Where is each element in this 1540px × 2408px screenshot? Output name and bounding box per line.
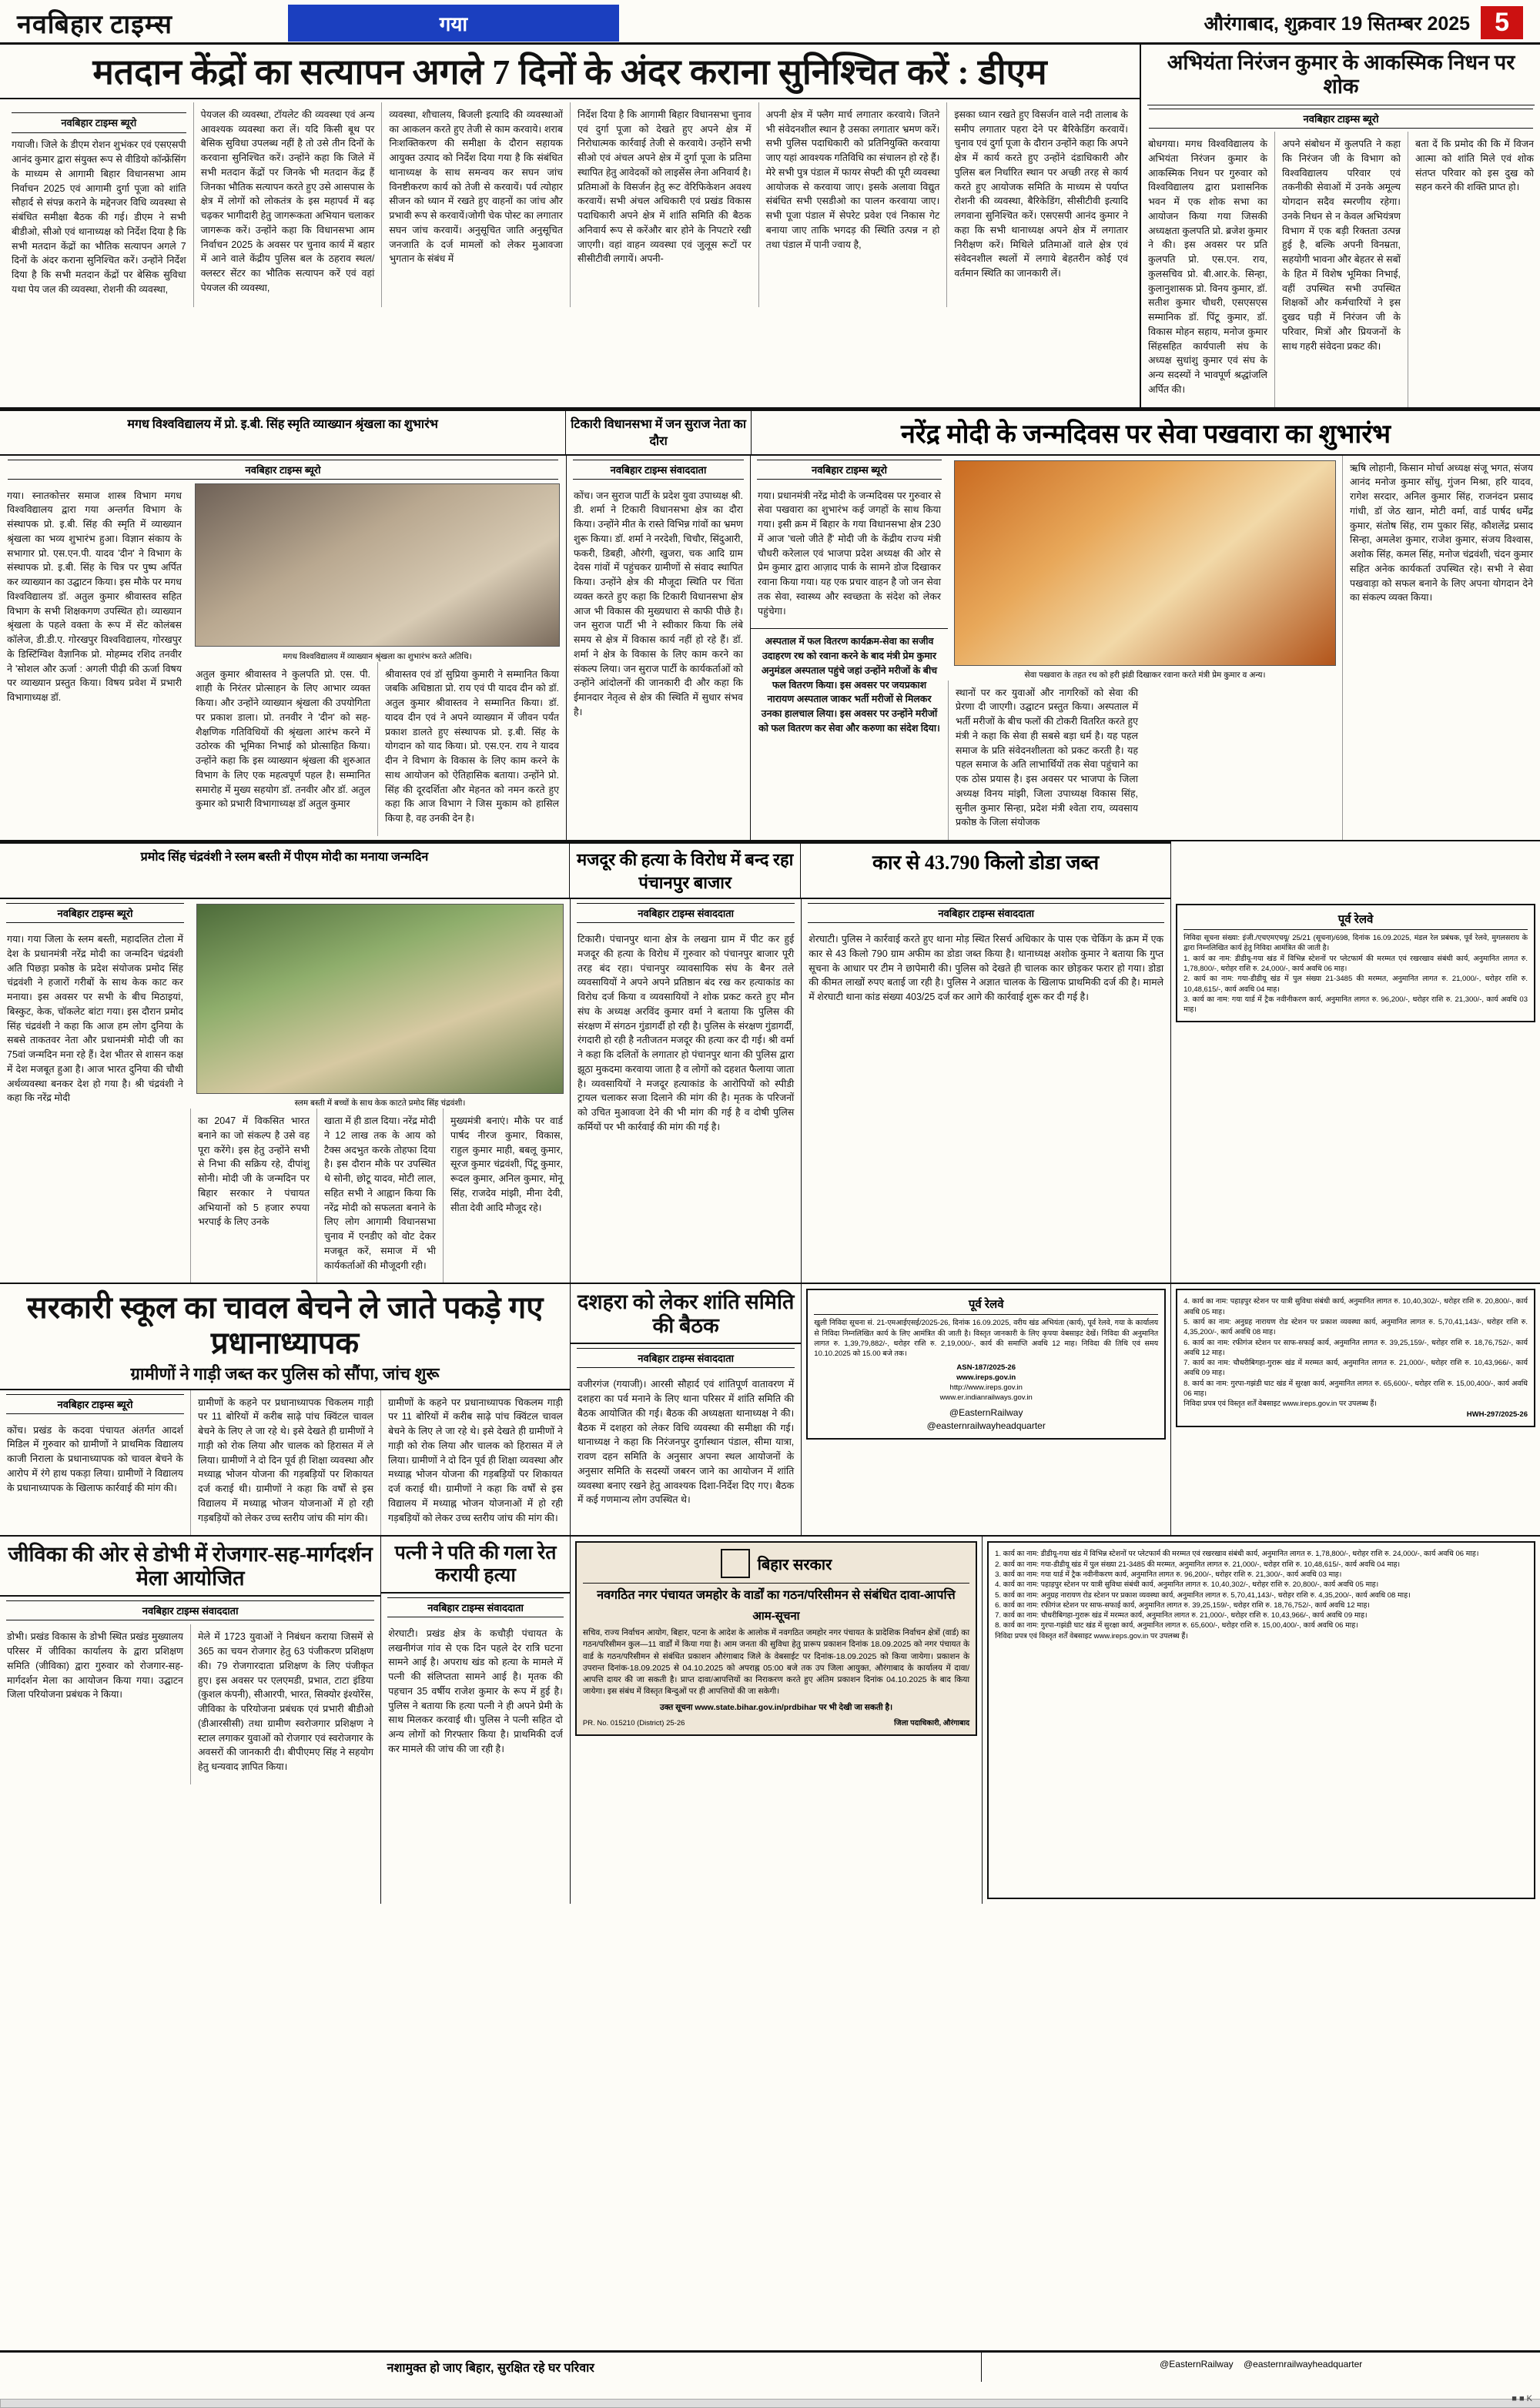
slum-byline: नवबिहार टाइम्स ब्यूरो [6,903,184,923]
tikari-headline: टिकारी विधानसभा में जन सुराज नेता का दौरा [565,409,751,456]
rly-left-url: http://www.ireps.gov.in [949,1383,1023,1393]
lead-col-6 [946,102,1135,307]
obituary-headline: अभियंता निरंजन कुमार के आकस्मिक निधन पर शोक [1167,51,1515,99]
rice-headline: सरकारी स्कूल का चावल बेचने ले जाते पकड़े गए प्रधानाध्यापक [26,1290,544,1361]
rice-col-2 [190,1390,380,1536]
lecture-byline: नवबिहार टाइम्स ब्यूरो [8,460,558,480]
rly-right-item: निविदा प्रपत्र एवं विस्तृत शर्तें वेबसाइट www.ireps.gov.in पर उपलब्ध हैं। [1183,1400,1378,1409]
lecture-col-1 [0,483,189,836]
lead-col-4 [570,102,758,307]
city-band: गया [288,5,619,42]
paragraph: अपनी क्षेत्र में फ्लैग मार्च लगातार करवाये। जितने भी संवेदनशील स्थान है उसका लगातार भ्रमण करें। सभी पुलिस पदाधिकारी को प्रतिनियुक्ति करवाया जाए यहां आवश्यक गतिविधि का संचालन हो रहे हैं। मेरे सभी पुत्र पंडाल में फायर सेफ्टी की पूरी व्यवस्था आयोजक से करवाया जाए। इसके अलावा विद्युत संबंधित सभी एसडीओ का पालन करवाया जाए।सभी पूजा पंडाल में सेपरेट प्रवेश एवं निकास गेट बनाया जाए ताकि भगदड़ की स्थिति उत्पन्न न हो तथा पंडाल में पानी ज्वाय है, [765,109,940,250]
murder-headline: पत्नी ने पति की गला रेत करायी हत्या [381,1537,570,1594]
paragraph: बता दें कि प्रमोद की कि में विजन आत्मा को शांति मिले एवं शोक संतप्त परिवार को इस दुख को सहन करने की शक्ति प्राप्त हो। [1415,139,1534,193]
bihar-govt-ad [570,1537,982,1904]
paragraph: इसका ध्यान रखते हुए विसर्जन वाले नदी तालाब के समीप लगातार पहरा देने पर बैरिकेडिंग करवायें। चुनाव एवं दुर्गा पूजा के दौरान उन्होंने कहा कि अपने क्षेत्र में कार्य करते हुए उन्होंने दंडाधिकारी और पुलिस बल निर्धारित स्थान पर अच्छी तरह से कार्य करते हुए आयोजक समिति के माध्यम से पर्याप्त रोशनी की व्यवस्था, बैरिकेडिंग, सीसीटीवी इत्यादि लगवाना सुनिश्चित करें। एसएसपी आनंद कुमार ने कहा कि सभी थानाध्यक्ष अपने क्षेत्र में लगातार निरीक्षण करें। मिथिले प्रतिमाओं वाले क्षेत्र एवं संवेदनशील स्थलों में लगाये बेहतरीन कोई एवं वर्तमान स्थिति का जानकारी लें। [954,109,1129,279]
rly-right-item: 4. कार्य का नाम: पहाड़पुर स्टेशन पर यात्री सुविधा संबंधी कार्य, अनुमानित लागत रु. 10,40,302/-, धरोहर राशि रु. 20,800/-, कार्य अवधि 05 माह। [995,1580,1379,1590]
bihar-ad-subtitle: आम-सूचना [752,1610,800,1624]
obit-col-2 [1274,132,1408,407]
second-row-heads [0,409,1540,456]
rly-right-item: 1. कार्य का नाम: डीडीयू-गया खंड में विभिन्न स्टेशनों पर प्लेटफार्म की मरम्मत एवं रखरखाव संबंधी कार्य, अनुमानित लागत रु. 1,78,800/-, धरोहर राशि रु. 24,000/-, कार्य अवधि 06 माह। [1183,954,1528,973]
slum-headline: प्रमोद सिंह चंद्रवंशी ने स्लम बस्ती में पीएम मोदी का मनाया जन्मदिन [0,841,569,899]
rly-left-ref: ASN-187/2025-26 [956,1363,1016,1372]
fifth-row [0,1535,1540,1904]
third-row-heads [0,841,1540,899]
lecture-photo [195,483,560,647]
paragraph: अपने संबोधन में कुलपति ने कहा कि निरंजन जी के विभाग को विश्वविद्यालय परिवार एवं तकनीकी सेवाओं में उनके अमूल्य योगदान सदैव स्मरणीय रहेगा। उनके निधन से न केवल अभियंत्रण विभाग में एक बड़ी रिक्तता उत्पन्न हुई है, बल्कि अपनी विनम्रता, सहयोगी भावना और बेहतर से सबों के हित में विशेष भूमिका निभाई, वहीं उपस्थित सभी उपस्थित शिक्षकों और कर्मचारियों ने इस दुखद घड़ी में निरंजन जी के परिवार, मित्रों और प्रियजनों के साथ गहरी संवेदना प्रकट की। [1282,139,1401,352]
paragraph: पेयजल की व्यवस्था, टॉयलेट की व्यवस्था एवं अन्य आवश्यक व्यवस्था करा लें। यदि किसी बूथ पर बेसिक सुविधा उपलब्ध नहीं है तो उसे तीन दिनों के करवाना सुनिश्चित करें। उन्होंने कहा कि जिले में सभी मतदान केंद्रों पर जिनके भी मतदान केंद्र हैं जिनका भौतिक सत्यापन करते हुए उसे आसपास के क्षेत्र में लोगों को लोकतंत्र के इस महापर्व में बढ़ चढ़कर भागीदारी हेतु जागरूकता अभियान चलाकर जागरूक करें। उन्होंने कहा कि विधानसभा आम निर्वाचन 2025 के अवसर पर चुनाव कार्य में बहार में आने वाले केंद्रीय पुलिस बल के ठहराव स्थल/ क्लस्टर सेंटर का भौतिक सत्यापन करें एवं वहां पेयजल की व्यवस्था, [200,109,375,293]
paragraph: निर्देश दिया है कि आगामी बिहार विधानसभा चुनाव एवं दुर्गा पूजा को देखते हुए अपने क्षेत्र में निरोधात्मक कार्रवाई तेजी से करवाये। उन्होंने सभी सीओ एवं अंचल अपने क्षेत्र में दुर्गा पूजा के प्रतिमा स्थापित हेतु आवेदकों को लाइसेंस लेना अनिवार्य है।प्रतिमाओं के विसर्जन हेतु रूट वेरिफिकेशन अवश्य करवायें। सभी अंचल अधिकारी एवं प्रखंड विकास पदाधिकारी अपने क्षेत्र में शांति समिति की बैठक अनिवार्य रूप से करेंऔर बार होने के निपटारे रखी जाएगी। वहां वाहन व्यवस्था एवं जुलूस रूटों पर सीसीटीवी लगायें। अपनी- [578,109,752,265]
page-number: 5 [1481,6,1523,39]
doda-byline: नवबिहार टाइम्स संवाददाता [808,903,1164,923]
lecture-col-3 [377,662,566,836]
tikari-body [567,483,750,730]
dussehra-headline: दशहरा को लेकर शांति समिति की बैठक [571,1284,801,1344]
murder-byline: नवबिहार टाइम्स संवाददाता [387,1597,564,1617]
rly-right-ad-cont2 [982,1537,1540,1904]
paragraph: का 2047 में विकसित भारत बनाने का जो संकल्प है उसे वह पूरा करेंगे। इस हेतु उन्होंने सभी से निभा की सक्रिय रहे, दीपांशु सोनी। मोदी जी के जन्मदिन पर बिहार सरकार ने पंचायत अभियानों को 5 हजार रुपया भरपाई के लिए उनके [198,1115,310,1228]
bandh-headline: मजदूर की हत्या के विरोध में बन्द रहा पंचानपुर बाजार [569,841,801,899]
lecture-photo-caption: मगध विश्वविद्यालय में व्याख्यान श्रृंखला का शुभारंभ करते अतिथि। [283,651,472,661]
rly-right-ad [1170,899,1540,1283]
rly-right-item: 2. कार्य का नाम: गया-डीडीयू खंड में पुल संख्या 21-3485 की मरम्मत, अनुमानित लागत रु. 21,000/-, धरोहर राशि रु. 10,48,615/-, कार्य अवधि 04 माह। [1183,975,1528,994]
doda-story [801,899,1170,1283]
rly-right-item: 6. कार्य का नाम: रफीगंज स्टेशन पर साफ-सफाई कार्य, अनुमानित लागत रु. 39,25,159/-, धरोहर राशि रु. 18,76,752/-, कार्य अवधि 12 माह। [995,1600,1370,1610]
bihar-emblem-icon [721,1549,750,1578]
obituary-story [1140,45,1540,407]
paragraph: डोभी। प्रखंड विकास के डोभी स्थित प्रखंड मुख्यालय परिसर में जीविका कार्यालय के द्वारा प्रशिक्षण समिति (जीविका) द्वारा गुरुवार को रोजगार-सह-मार्गदर्शन मेला का आयोजन किया गया। उद्घाटन जिला परियोजना प्रबंधक ने किया। [7,1631,183,1701]
rice-story [0,1284,570,1535]
rly-right-item: 2. कार्य का नाम: गया-डीडीयू खंड में पुल संख्या 21-3485 की मरम्मत, अनुमानित लागत रु. 21,000/-, धरोहर राशि रु. 10,48,615/-, कार्य अवधि 04 माह। [995,1560,1401,1569]
modi-photo-block [948,456,1342,841]
lecture-right [189,483,566,836]
rice-subhead: ग्रामीणों ने गाड़ी जब्त कर पुलिस को सौंपा, जांच शुरू [0,1363,570,1390]
rly-right-item: 3. कार्य का नाम: गया यार्ड में ट्रैक नवीनीकरण कार्य, अनुमानित लागत रु. 96,200/-, धरोहर राशि रु. 21,300/-, कार्य अवधि 03 माह। [995,1570,1342,1579]
edition-date: औरंगाबाद, शुक्रवार 19 सितम्बर 2025 [1204,12,1471,35]
rly-right-ref: HWH-297/2025-26 [1466,1410,1528,1419]
top-section [0,45,1540,409]
rly-right-item: 6. कार्य का नाम: रफीगंज स्टेशन पर साफ-सफाई कार्य, अनुमानित लागत रु. 39,25,159/-, धरोहर राशि रु. 18,76,752/-, कार्य अवधि 12 माह। [1183,1338,1528,1357]
slum-story [0,899,570,1283]
paragraph: कोंच। जन सुराज पार्टी के प्रदेश युवा उपाध्यक्ष श्री. डी. शर्मा ने टिकारी विधानसभा क्षेत्र का दौरा किया। उन्होंने मीत के रास्ते विभिन्न गांवों का भ्रमण शुरू किया। डॉ. शर्मा ने नरदेशी, चिचौर, सिंदुआरी, फकरी, डिबही, औरंगी, खुजरा, चक आदि ग्राम देवस गांवों में पहुंचकर ग्रामीणों से संवाद स्थापित किया। उन्होंने क्षेत्र की मौजूदा स्थिति पर चिंता व्यक्त करते हुए कहा कि टिकारी विधानसभा क्षेत्र आज भी विकास की मुख्यधारा से काफी पीछे है।जन सुराज पार्टी भी ने स्वीकार किया कि लंबे समय से क्षेत्र में विकास कार्य नहीं हो रहे हैं। डॉ. शर्मा ने क्षेत्र के विकास के लिए काम करने का संकल्प लिया। जन सुराज पार्टी के कार्यकर्ताओं को उन्होंने आंदोलनों की जानकारी दी और कहा कि ईमानदार नेतृत्व से क्षेत्र की स्थिति में सुधार संभव है। [574,490,743,717]
footer-social[interactable] [981,2353,1540,2382]
mela-headline: जीविका की ओर से डोभी में रोजगार-सह-मार्गदर्शन मेला आयोजित [0,1537,380,1597]
paragraph: गया। गया जिला के स्लम बस्ती, महादलित टोला में देश के प्रधानमंत्री नरेंद्र मोदी का जन्मदिन चंद्रवंशी अति पिछड़ा प्रकोष्ठ के प्रदेश संयोजक प्रमोद सिंह चंद्रवंशी ने हजारों गरीबों के साथ केक काट कर मनाया। इस अवसर पर सभी के बीच मिठाइयां, बिस्कुट, केक, चॉकलेट बांटा गया। इस दौरान प्रमोद सिंह चंद्रवंशी ने कहा कि आज हम लोग दुनिया के सबसे ताकतवर नेता और प्रधानमंत्री मोदी जी का 75वां जन्मदिन मना रहे हैं। देश भीतर से शासन कक्ष में देश मजबूत हुआ है। आज भारत दुनिया की चौथी अर्थव्यवस्था बनकर देश हो गया है। श्री चंद्रवंशी ने कहा कि नरेंद्र मोदी [7,934,183,1104]
paragraph: शेरघाटी। प्रखंड क्षेत्र के कचौड़ी पंचायत के लखनीगंज गांव से एक दिन पहले देर रात्रि घटना सामने आई है। अपराध खंड को हत्या के मामले में पत्नी की संलिप्तता सामने आई है। मृतक की पहचान 35 वर्षीय राजेश कुमार के रूप में हुई है। पुलिस ने बताया कि हत्या पत्नी ने ही अपने प्रेमी के साथ मिलकर करवाई थी। पुलिस ने पत्नी सहित दो अन्य लोगों को गिरफ्तार किया है। प्राथमिकी दर्ज कर मामले की जांच की जा रही है। [388,1627,563,1754]
paragraph: ग्रामीणों के कहने पर प्रधानाध्यापक चिकलम गाड़ी पर 11 बोरियों में करीब साढ़े पांच क्विंटल चावल बेचने के लिए ले जा रहे थे। इसे देखते ही ग्रामीणों ने गाड़ी को रोक लिया और चालक को हिरासत में ले लिया। ग्रामीणों ने दो दिन पूर्व ही शिक्षा व्यवस्था और मध्याह्न भोजन योजना की गड़बड़ियों पर शिकायत दर्ज कराई थी। ग्रामीणों ने कहा कि वर्षों से इस विद्यालय में मध्याह्न भोजन योजनाओं में हो रही गड़बड़ियों को लेकर उच्च स्तरीय जांच की मांग की। [198,1396,373,1523]
rly-right-item: 8. कार्य का नाम: गुरपा-गझंडी घाट खंड में सुरक्षा कार्य, अनुमानित लागत रु. 65,600/-, धरोहर राशि रु. 15,00,400/-, कार्य अवधि 06 माह। [1183,1379,1528,1399]
bottom-bar [0,2399,1540,2408]
modi-photo-caption: सेवा पखवारा के तहत रथ को हरी झंडी दिखाकर रवाना करते मंत्री प्रेम कुमार व अन्य। [1024,670,1266,680]
rly-left-web: www.ireps.gov.in [956,1373,1016,1382]
rly-right-title: पूर्व रेलवे [1183,911,1528,930]
lead-col-3 [381,102,570,307]
edition-info [1204,6,1524,39]
paragraph: शेरघाटी। पुलिस ने कार्रवाई करते हुए थाना मोड़ स्थित रिसर्च अधिकार के पास एक चेकिंग के क्रम में एक कार से 43 किलो 790 ग्राम अफीम का डोडा जब्त किया है। थानाध्यक्ष अशोक कुमार ने बताया कि गुप्त सूचना के आधार पर टीम ने छापेमारी की। पुलिस को देखते ही चालक कार छोड़कर फरार हो गया। डोडा की कीमत लाखों रुपए बताई जा रही है। पुलिस ने अज्ञात चालक के खिलाफ प्राथमिकी दर्ज की है। मामले में शेरघाटी थाना कांड संख्या 403/25 दर्ज कर आगे की कार्रवाई शुरू कर दी गई है। [808,934,1164,1003]
rly-left-url2: www.er.indianrailways.gov.in [939,1393,1033,1403]
doda-headline: कार से 43.790 किलो डोडा जब्त [800,841,1170,899]
tikari-byline: नवबिहार टाइम्स संवाददाता [573,460,744,480]
murder-story [380,1537,570,1904]
rly-right-item: 7. कार्य का नाम: चौधरीबिगहा-गुरारू खंड में मरम्मत कार्य, अनुमानित लागत रु. 21,000/-, धरोहर राशि रु. 10,43,966/-, कार्य अवधि 09 माह। [995,1611,1368,1620]
obit-col-3 [1408,132,1540,407]
rly-right-item: 7. कार्य का नाम: चौधरीबिगहा-गुरारू खंड में मरम्मत कार्य, अनुमानित लागत रु. 21,000/-, धरोहर राशि रु. 10,43,966/-, कार्य अवधि 09 माह। [1183,1359,1528,1378]
rly-left-handle1[interactable]: @EasternRailway [949,1406,1023,1418]
rly-right-item: 5. कार्य का नाम: अनुग्रह नारायण रोड स्टेशन पर प्रकाश व्यवस्था कार्य, अनुमानित लागत रु. 5,70,41,143/-, धरोहर राशि रु. 4,35,200/-, कार्य अवधि 08 माह। [1183,1317,1528,1337]
bihar-emblem-label: बिहार सरकार [757,1556,832,1574]
rly-left-ad [801,1284,1170,1535]
lead-story [0,45,1140,407]
rly-right-item: 5. कार्य का नाम: अनुग्रह नारायण रोड स्टेशन पर प्रकाश व्यवस्था कार्य, अनुमानित लागत रु. 5,70,41,143/-, धरोहर राशि रु. 4,35,200/-, कार्य अवधि 08 माह। [995,1590,1411,1600]
rice-col-3 [380,1390,570,1536]
paragraph: ऋषि लोहानी, किसान मोर्चा अध्यक्ष संजू भगत, संजय आनंद मनोज कुमार सोंधु, गुंजन मिश्रा, हरि यादव, रागेश सरदार, अनिल कुमार सिंह, राजनंदन प्रसाद गांधी, डॉ जेठ खान, मोटी वर्मा, वार्ड पार्षद धर्मेंद्र कुमार, संतोष सिंह, राम पुकार सिंह, कौशलेंद्र प्रसाद सिन्हा, अमलेश कुमार, राजेश कुमार, संजय विश्वास, अशोक सिंह, कमल सिंह, मनोज चंद्रवंशी, चंदन कुमार सहित अनेक कार्यकर्ता उपस्थित रहे। सभी ने सेवा पखवाड़ा को सफल बनाने के लिए अपना योगदान देने का संकल्प व्यक्त किया। [1350,462,1533,604]
slum-photo-block [190,899,570,1283]
slum-photo [196,904,564,1094]
second-row-body [0,456,1540,842]
paragraph: कोंच। प्रखंड के कदवा पंचायत अंतर्गत आदर्श मिडिल में गुरुवार को ग्रामीणों ने प्राथमिक विद्यालय काजी निराला के प्रधानाध्यापक को चावल बेचने के आरोप में रंगे हाथ पकड़ा लिया। ग्रामीणों ने विद्यालय के प्रधानाध्यापक के खिलाफ कार्रवाई की मांग की। [7,1424,183,1493]
bandh-byline: नवबिहार टाइम्स संवाददाता [577,903,795,923]
paragraph: गयाजी। जिले के डीएम रोशन शुभंकर एवं एसएसपी आनंद कुमार द्वारा संयुक्त रूप से वीडियो कॉन्फ्रेंसिंग के माध्यम से आगामी बिहार विधानसभा आम निर्वाचन 2025 एवं आगामी दुर्गा पूजा को शांति सौहार्द से संपन्न कराने के मद्देनजर विधि व्यवस्था से संबंधित समीक्षा बैठक की गई। डीएम ने सभी बीडीओ, सीओ एवं थानाध्यक्ष को निर्देश दिया है कि सभी मतदान केंद्रों का भौतिक सत्यापन अगले 7 दिनों के अंदर कराना सुनिश्चित करें। उन्होंने निर्देश दिया है कि सभी मतदान केंद्रों पर बेसिक सुविधा यथा पेय जल की व्यवस्था, रोशनी की व्यवस्था, [12,139,186,295]
rly-right-ad-cont [1170,1284,1540,1535]
modi-byline: नवबिहार टाइम्स ब्यूरो [757,460,942,480]
footer-slogan: नशामुक्त हो जाए बिहार, सुरक्षित रहे घर परिवार [387,2362,594,2375]
paragraph: स्थानों पर कर युवाओं और नागरिकों को सेवा की प्रेरणा दी जाएगी। उद्घाटन प्रस्तुत किया। अस्पताल में भर्ती मरीजों के बीच फलों की टोकरी वितरित करते हुए मंत्री ने कहा कि सेवा ही सबसे बड़ा धर्म है। यह पहल समाज के प्रति संवेदनशीलता को प्रकट करती है। यह पहल समाज के अति लाभार्थियों तक सेवा पहुंचाने का एक ठोस प्रयास है। इस अवसर पर भाजपा के जिला अध्यक्ष विनय मांझी, जिला उपाध्यक्ष विकास सिंह, सुनील कुमार सिन्हा, प्रदेश मंत्री श्वेता राय, व्यवसाय प्रकोष्ठ के जिला संयोजक [956,687,1138,828]
modi-col-1 [751,456,948,841]
paragraph: वजीरगंज (गयाजी)। आरसी सौहार्द एवं शांतिपूर्ण वातावरण में दशहरा का पर्व मनाने के लिए थाना परिसर में शांति समिति की बैठक आयोजित की गई। बैठक की अध्यक्षता थानाध्यक्ष ने की। बैठक में दशहरा को लेकर विधि व्यवस्था की समीक्षा की गई। थानाध्यक्ष ने कहा कि निरंजनपुर दुर्गास्थान पंडाल, सीमा यात्रा, रावण दहन समिति के अनुसार अपना स्थल आयोजनों के अनुसार समिति के सदस्यों जबरन जाने का आयोजन में शांति व्यवस्था बनाए रखने हेतु आवश्यक दिशा-निर्देश दिए गए। बैठक में कई गणमान्य लोग उपस्थित थे। [578,1379,795,1506]
spacer-block [1170,841,1540,899]
lead-byline: नवबिहार टाइम्स ब्यूरो [12,112,186,134]
paragraph: मुख्यमंत्री बनाएं। मौके पर वार्ड पार्षद नीरज कुमार, विकास, राहुल कुमार माही, बबलू कुमार, सूरज कुमार चंद्रवंशी, पिंटू कुमार, रूदल कुमार, अनिल कुमार, मोनू सिंह, राजदेव मांझी, मीना देवी, सीता देवी आदि मौजूद रहे। [450,1115,563,1213]
rly-right-item: 8. कार्य का नाम: गुरपा-गझंडी घाट खंड में सुरक्षा कार्य, अनुमानित लागत रु. 65,600/-, धरोहर राशि रु. 15,00,400/-, कार्य अवधि 06 माह। [995,1621,1358,1630]
lead-col-1 [5,102,193,307]
paragraph: मेले में 1723 युवाओं ने निबंधन कराया जिसमें से 365 का चयन रोजगार हेतु 63 पंजीकरण प्रशिक्षण की। 79 रोजगारदाता प्रशिक्षण के लिए पंजीकृत हुए। इस अवसर पर एलएमडी, प्रभात, टाटा इंडिया (कुशल कंपनी), सीआरपी, भारत, सिक्योर इंश्योरेंस, जीविका के परियोजना प्रबंधक एवं प्रभारी बीडीओ (डीआरसीसी) तथा ग्रामीण स्वरोजगार प्रशिक्षण ने स्टाल लगाकर युवाओं को रोजगार एवं स्वरोजगार के अवसरों की जानकारी दी। बीपीएमए सिंह ने सहयोग हेतु धन्यवाद ज्ञापित किया। [198,1631,373,1773]
paragraph: अतुल कुमार श्रीवास्तव ने कुलपति प्रो. एस. पी. शाही के निरंतर प्रोत्साहन के लिए आभार व्यक्त किया। और उन्होंने व्याख्यान श्रृंखला की उपयोगिता पर प्रकाश डाला। प्रो. तनवीर ने 'दीन' को सह-शैक्षणिक गतिविधियों की श्रृंखला आरंभ करने में उठोरक की भूमिका निभाई को प्रोत्साहित किया। उन्होंने कहा कि इस व्याख्यान श्रृंखला की शुरुआत विभाग के लिए एक महत्वपूर्ण पहल है। सम्मानित समारोह में मुख्य सहयोग डॉ. तनवीर और डॉ. अतुल कुमार को प्रभारी विभागाध्यक्ष डॉ अतुल कुमार [196,668,370,810]
rly-right-item: निविदा प्रपत्र एवं विस्तृत शर्तें वेबसाइट www.ireps.gov.in पर उपलब्ध हैं। [995,1631,1188,1640]
paragraph: खाता में ही डाल दिया। नरेंद्र मोदी ने 12 लाख तक के आय को टैक्स अदभुत करके तोहफा दिया है। इस दौरान मौके पर उपस्थित थे सोनी, छोटू यादव, मोटी लाल, सहित सभी ने आह्वान किया कि नरेंद्र मोदी को सफलता बनाने के लिए लोग आगामी विधानसभा चुनाव में एनडीए को वोट देकर मजबूत करें, समाज में भी कार्यकर्ताओं की मौजूदगी रही। [324,1115,436,1271]
rly-right-item: 4. कार्य का नाम: पहाड़पुर स्टेशन पर यात्री सुविधा संबंधी कार्य, अनुमानित लागत रु. 10,40,302/-, धरोहर राशि रु. 20,800/-, कार्य अवधि 05 माह। [1183,1297,1528,1316]
footer-handle-left[interactable]: @EasternRailway [1160,2359,1234,2370]
bandh-story [570,899,801,1283]
color-registration-mark: ■ ■ K [1512,2394,1532,2403]
bihar-ad-web: उक्त सूचना www.state.bihar.gov.in/prdbihar पर भी देखी जा सकती है। [659,1702,893,1712]
slum-photo-caption: स्लम बस्ती में बच्चों के साथ केक काटते प्रमोद सिंह चंद्रवंशी। [294,1099,466,1109]
mela-byline: नवबिहार टाइम्स संवाददाता [6,1600,374,1620]
modi-story [750,456,1540,841]
bihar-ad-title: नवगठित नगर पंचायत जमहोर के वार्डों का गठन/परिसीमन से संबंधित दावा-आपत्ति [597,1589,956,1603]
rly-left-handle2[interactable]: @easternrailwayheadquarter [926,1420,1046,1431]
bihar-ad-body: सचिव, राज्य निर्वाचन आयोग, बिहार, पटना के आदेश के आलोक में नवगठित जमहोर नगर पंचायत के प्रादेशिक निर्वाचन क्षेत्रों (वार्ड) का गठन/परिसीमन कुल—11 वार्डों में किया गया है। आम जनता की सुविधा हेतु प्रारूप प्रकाशन दिनांक 18.09.2025 को नगर पंचायत के वार्ड के गठन/परिसीमन से संबंधित प्रकाशन औरंगाबाद जिले के वेबसाईट पर दिनांक-18.09.2025 को किया जायेगा। प्रकाशन के उपरान्त दिनांक-18.09.2025 से 04.10.2025 को अपराह्न 05:00 बजे तक उप जिला आयुक्त, औरंगाबाद के कार्यालय में दावा/आपत्ति दायर की जा सकती है। प्राप्त दावा/आपत्तियों का निराकरण करते हुए अंतिम प्रकाशन दिनांक 04.10.2025 के बाद किया जायेगा। इस संबंध में विस्तृत बिन्दुओं पर ही आपत्तियों की जा सकेगी। [582,1628,970,1697]
lecture-headline: मगध विश्वविद्यालय में प्रो. इ.बी. सिंह स्मृति व्याख्यान श्रृंखला का शुभारंभ [0,409,565,456]
obituary-byline: नवबिहार टाइम्स ब्यूरो [1149,109,1533,129]
rly-right-item: निविदा सूचना संख्या: इंजी./एचएमएचयू/ 25/21 (सूचना)/698, दिनांक 16.09.2025, मंडल रेल प्रबंधक, पूर्व रेलवे, मुगलसराय के द्वारा निम्नलिखित कार्य हेतु निविदा आमंत्रित की जाती है। [1183,934,1528,953]
paragraph: गया। स्नातकोत्तर समाज शास्त्र विभाग मगध विश्वविद्यालय द्वारा गया अन्तर्गत विभाग के संस्थापक प्रो. इ.बी. सिंह की स्मृति में व्याख्यान श्रृंखला का भव्य शुभारंभ हुआ। विज्ञान संकाय के सभागार प्रो. एस.एन.पी. यादव 'दीन' ने विभाग के संस्थापक प्रो. इ.बी. सिंह के चित्र पर पुष्प अर्पित कर व्याख्यान का उद्घाटन किया। इस मौके पर मगध विश्वविद्यालय डॉ. अतुल कुमार श्रीवास्तव सहित विभाग के सभी शिक्षकगण उपस्थित हो। व्याख्यान श्रृंखला के पहले वक्ता के रूप में सेंट कोलंबस कॉलेज, डी.डी.ए. गोरखपुर विश्वविद्यालय, गोरखपुर के डिस्टिंग्विश वैज्ञानिक प्रो. मोहम्मद रशिद तनवीर ने 'सोशल और ऊर्जा : अगली पीढ़ी की ऊर्जा विषय पर व्याख्यान प्रस्तुत किया। विषय प्रवेश में प्रभारी विभागाध्यक्ष डॉ. [7,490,182,704]
paragraph: गया। प्रधानमंत्री नरेंद्र मोदी के जन्मदिवस पर गुरुवार से सेवा पखवारा का शुभारंभ कई जगहों के साथ किया गया। इसी क्रम में बिहार के गया विधानसभा क्षेत्र 230 में आज 'चलो जीते हैं' मोदी जी के केंद्रीय राज्य मंत्री चौधरी करेलाल एवं भाजपा प्रदेश अध्यक्ष की ओर से प्रेम कुमार द्वारा आज़ाद पार्क के सामने डोज दिखाकर रवाना किया गया। यह एक प्रचार वाहन है जो जन सेवा तक सेवा, स्वास्थ्य और स्वच्छता के संदेश को लेकर पहुंचेगा। [758,490,941,617]
lead-col-2 [193,102,382,307]
obit-col-1 [1141,132,1274,407]
bihar-ad-signer: जिला पदाधिकारी, औरंगाबाद [894,1718,970,1727]
footer-handle-right[interactable]: @easternrailwayheadquarter [1244,2359,1363,2370]
lead-headline: मतदान केंद्रों का सत्यापन अगले 7 दिनों के अंदर कराना सुनिश्चित करें : डीएम [92,52,1047,92]
rly-left-title: पूर्व रेलवे [814,1296,1158,1315]
fourth-row [0,1284,1540,1535]
slum-col-1 [0,899,190,1283]
bihar-emblem-row [583,1549,969,1578]
rice-col-1 [0,1390,190,1536]
third-row-body [0,899,1540,1284]
paragraph: श्रीवास्तव एवं डॉ सुप्रिया कुमारी ने सम्मानित किया जबकि अधिष्ठाता प्रो. राय एवं पी यादव दीन को डॉ. अतुल कुमार श्रीवास्तव ने सम्मानित किया। डॉ. यादव दीन एवं ने अपने व्याख्यान में जीवन पर्यंत प्रकाश डालते हुए संस्थापक प्रो. इ.बी. सिंह के योगदान को याद किया। प्रो. एस.एन. राय ने यादव दीन ने विभाग के विकास के लिए काम करने के साथ आयोजन को ऐतिहासिक बताया। उन्होंने प्रो. सिंह की दूरदर्शिता और मेहनत को नमन करते हुए कहा कि आज विभाग ने जिस मुकाम को हासिल किया है, वह उनकी देन है। [385,668,559,824]
paragraph: अस्पताल में फल वितरण कार्यक्रम-सेवा का सजीव उदाहरण रथ को रवाना करने के बाद मंत्री प्रेम कुमार अनुमंडल अस्पताल पहुंचे जहां उन्होंने मरीजों के बीच फल वितरण किया। इस अवसर पर जयप्रकाश नारायण अस्पताल जाकर भर्ती मरीजों से मिलकर उनका हालचाल लिया। इस अवसर पर उन्होंने मरीजों को फल वितरण कर सेवा और करुणा का संदेश दिया। [758,636,940,734]
mela-story [0,1537,380,1904]
paragraph: बोधगया। मगध विश्वविद्यालय के अभियंता निरंजन कुमार के आकस्मिक निधन पर गुरुवार को विश्वविद्यालय द्वारा प्रशासनिक भवन में एक शोक सभा का आयोजन किया गया जिसकी अध्यक्षता कुलपति प्रो. ब्रजेश कुमार ने की। इस अवसर पर प्रति कुलपति प्रो. एस.एन. राय, कुलसचिव प्रो. बी.आर.के. सिन्हा, कुलानुशासक प्रो. विनय कुमार, डॉ. सतीश कुमार चौधरी, एसएसएस सम्मानिक डॉ. पिंटू कुमार, डॉ. विकास मोहन सहाय, मनोज कुमार सिंहसहित कार्यपाली संघ के अध्यक्ष सुधांशु कुमार एवं संघ के अन्य सदस्यों ने भावपूर्ण श्रद्धांजलि अर्पित की। [1148,139,1267,395]
rly-right-item: 3. कार्य का नाम: गया यार्ड में ट्रैक नवीनीकरण कार्य, अनुमानित लागत रु. 96,200/-, धरोहर राशि रु. 21,300/-, कार्य अवधि 03 माह। [1183,995,1528,1015]
dussehra-byline: नवबिहार टाइम्स संवाददाता [577,1348,795,1368]
bihar-ad-prno: PR. No. 015210 (District) 25-26 [582,1718,685,1727]
lecture-story [0,456,566,841]
masthead-title: नवबिहार टाइम्स [17,10,172,39]
rly-right-item: 1. कार्य का नाम: डीडीयू-गया खंड में विभिन्न स्टेशनों पर प्लेटफार्म की मरम्मत एवं रखरखाव संबंधी कार्य, अनुमानित लागत रु. 1,78,800/-, धरोहर राशि रु. 24,000/-, कार्य अवधि 06 माह। [995,1550,1479,1559]
paragraph: ग्रामीणों के कहने पर प्रधानाध्यापक चिकलम गाड़ी पर 11 बोरियों में करीब साढ़े पांच क्विंटल चावल बेचने के लिए ले जा रहे थे। इसे देखते ही ग्रामीणों ने गाड़ी को रोक लिया और चालक को हिरासत में ले लिया। ग्रामीणों ने दो दिन पूर्व ही शिक्षा व्यवस्था और मध्याह्न भोजन योजना की गड़बड़ियों पर शिकायत दर्ज कराई थी। ग्रामीणों ने कहा कि वर्षों से इस विद्यालय में मध्याह्न भोजन योजनाओं में हो रही गड़बड़ियों को लेकर उच्च स्तरीय जांच की मांग की। [388,1396,563,1523]
modi-col-4 [1342,456,1540,841]
lead-col-5 [758,102,947,307]
modi-photo [954,460,1336,666]
lecture-col-2 [189,662,377,836]
masthead [0,0,1540,45]
modi-headline: नरेंद्र मोदी के जन्मदिवस पर सेवा पखवारा का शुभारंभ [751,409,1540,456]
paragraph: टिकारी। पंचानपुर थाना क्षेत्र के लखना ग्राम में पीट कर हुई मजदूर की हत्या के विरोध में गुरुवार को पंचानपुर बाजार पूरी तरह बंद रहा। पंचानपुर व्यावसायिक संघ के बैनर तले व्यवसायियों ने अपने अपने प्रतिष्ठान बंद रख कर हत्याकांड का विरोध दर्ज किया व व्यवसायियों ने शोक प्रकट करते हुए मौन संघ के अध्यक्ष अरविंद कुमार वर्मा ने बताया कि पुलिस की संरक्षण में संगठन गुंडागर्दी हो रही है। पुलिस के संरक्षण गुंडागर्दी, रंगदारी हो रही है नतीजतन मजदूर की हत्या कर दी गई। श्री वर्मा ने कहा कि दलितों के लगातार हो पंचानपुर थाना की पुलिस द्वारा झूठा मुकदमा करवाया जाता है व लोगों को दहशत फैलाया जाता है। व्यवसायियों ने मजदूर हत्याकांड के आरोपियों को स्पीडी ट्रायल चलाकर सजा दिलाने की मांग की है। मृतक के परिजनों को उचित मुआवजा देने की भी मांग की गई है व दोषी पुलिस कर्मियों पर भी कार्रवाई की मांग की गई है। [578,934,795,1132]
tikari-story [566,456,750,841]
dussehra-story [570,1284,801,1535]
footer-strip [0,2350,1540,2382]
rly-left-body: खुली निविदा सूचना सं. 21-एमआईएसई/2025-26, दिनांक 16.09.2025, वरीय खंड अभियंता (कार्य), पूर्व रेलवे, गया के कार्यालय से निविदा निम्नलिखित कार्य के लिए आमंत्रित की जाती है। विस्तृत जानकारी के लिए कृपया वेबसाइट देखें। निविदा की अनुमानित लागत रु. 1,39,79,882/-, धरोहर राशि रु. 2,19,000/-, कार्य की समाप्ति अवधि 12 माह। निविदा की तिथि एवं समय 10.10.2025 को 15.00 बजे तक। [814,1319,1159,1359]
paragraph: व्यवस्था, शौचालय, बिजली इत्यादि की व्यवस्थाओं का आकलन करते हुए तेजी से काम करवाये। शराब निःशक्तिकरण की समीक्षा के दौरान सहायक आयुक्त उत्पाद को निर्देश दिया गया है कि संबंधित थानाध्यक्ष के साथ समन्वय कर सघन जांच विनष्टीकरण कार्य को तेजी से करवायें। पर्व त्योहार सीजन को ध्यान में रखते हुए वाहनों का जांच और प्रभावी रूप से करवायें।जोगी चेक पोस्ट का लगातार सघन जांच करवायें। अनुसूचित जाति अनुसूचित जनजाति के दर्ज मामलों को लेकर मुआवजा भुगतान के संबंध में [389,109,563,265]
rice-byline: नवबिहार टाइम्स ब्यूरो [6,1394,184,1414]
